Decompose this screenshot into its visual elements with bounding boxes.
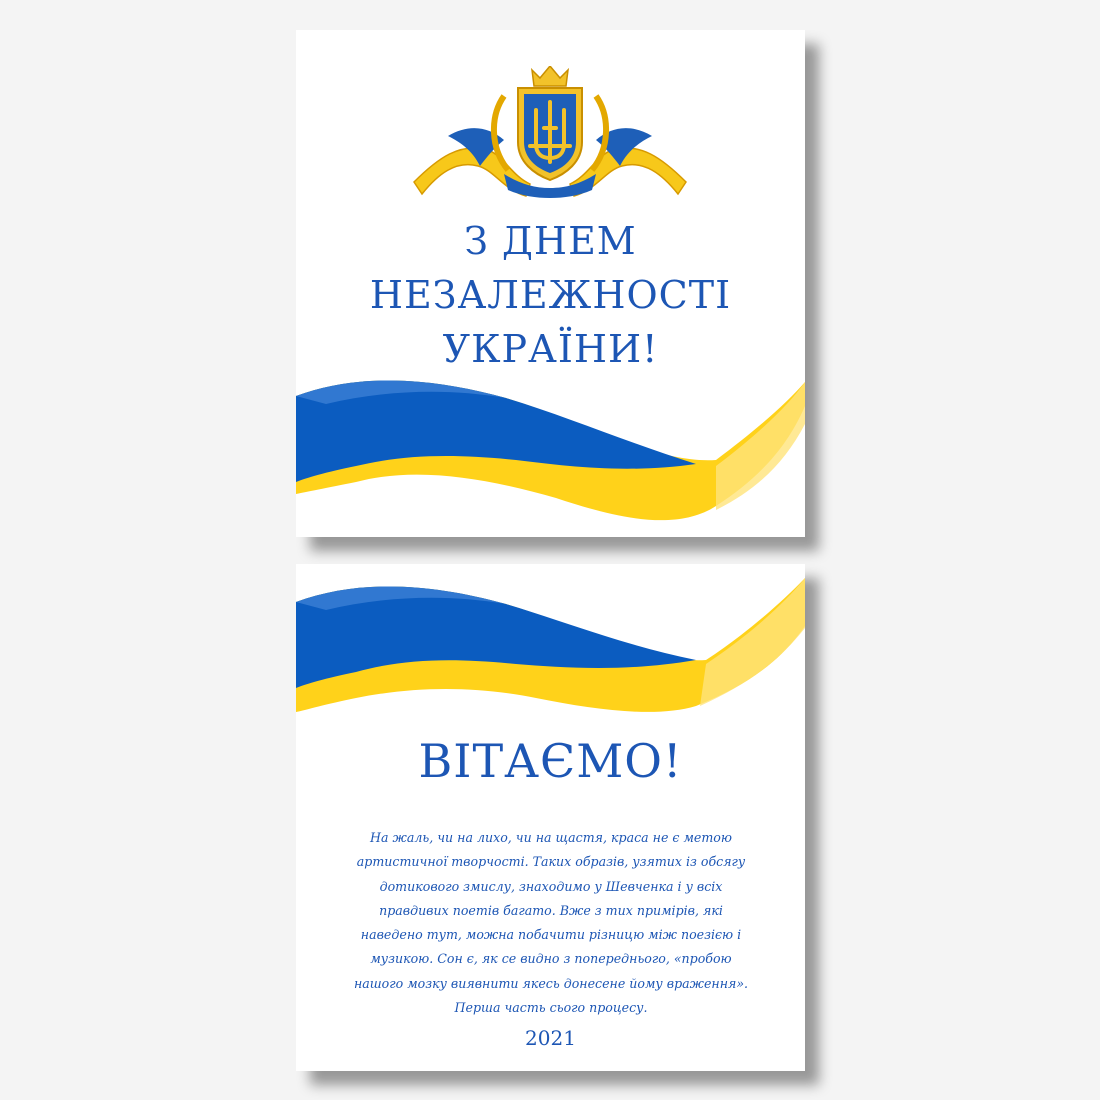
- greeting-title-line-3: УКРАЇНИ!: [442, 327, 659, 371]
- back-title: ВІТАЄМО!: [418, 734, 683, 788]
- back-year: 2021: [525, 1026, 576, 1050]
- greeting-title-line-2: НЕЗАЛЕЖНОСТІ: [369, 273, 732, 317]
- greeting-title: [296, 214, 805, 376]
- ukraine-coat-of-arms-icon: [408, 66, 692, 198]
- flag-wave: [296, 564, 805, 724]
- card-front: [296, 30, 805, 537]
- greeting-title-line-1: З ДНЕМ: [464, 219, 637, 263]
- flag-wave: [296, 370, 805, 537]
- card-back: [296, 564, 805, 1071]
- back-body-text: На жаль, чи на лихо, чи на щастя, краса не є метою артистичної творчості. Таких образів, узятих із обсягу дотикового змислу, знаходимо у Шевченка і у всіх правдивих поетів багато. Вже з тих примірів, які наведено тут, можна побачити різницю між поезією і музикою. Сон є, як се видно з попереднього, «пробою нашого мозку виявнити якесь донесене йому враження». Перша часть сього процесу.: [353, 830, 749, 1016]
